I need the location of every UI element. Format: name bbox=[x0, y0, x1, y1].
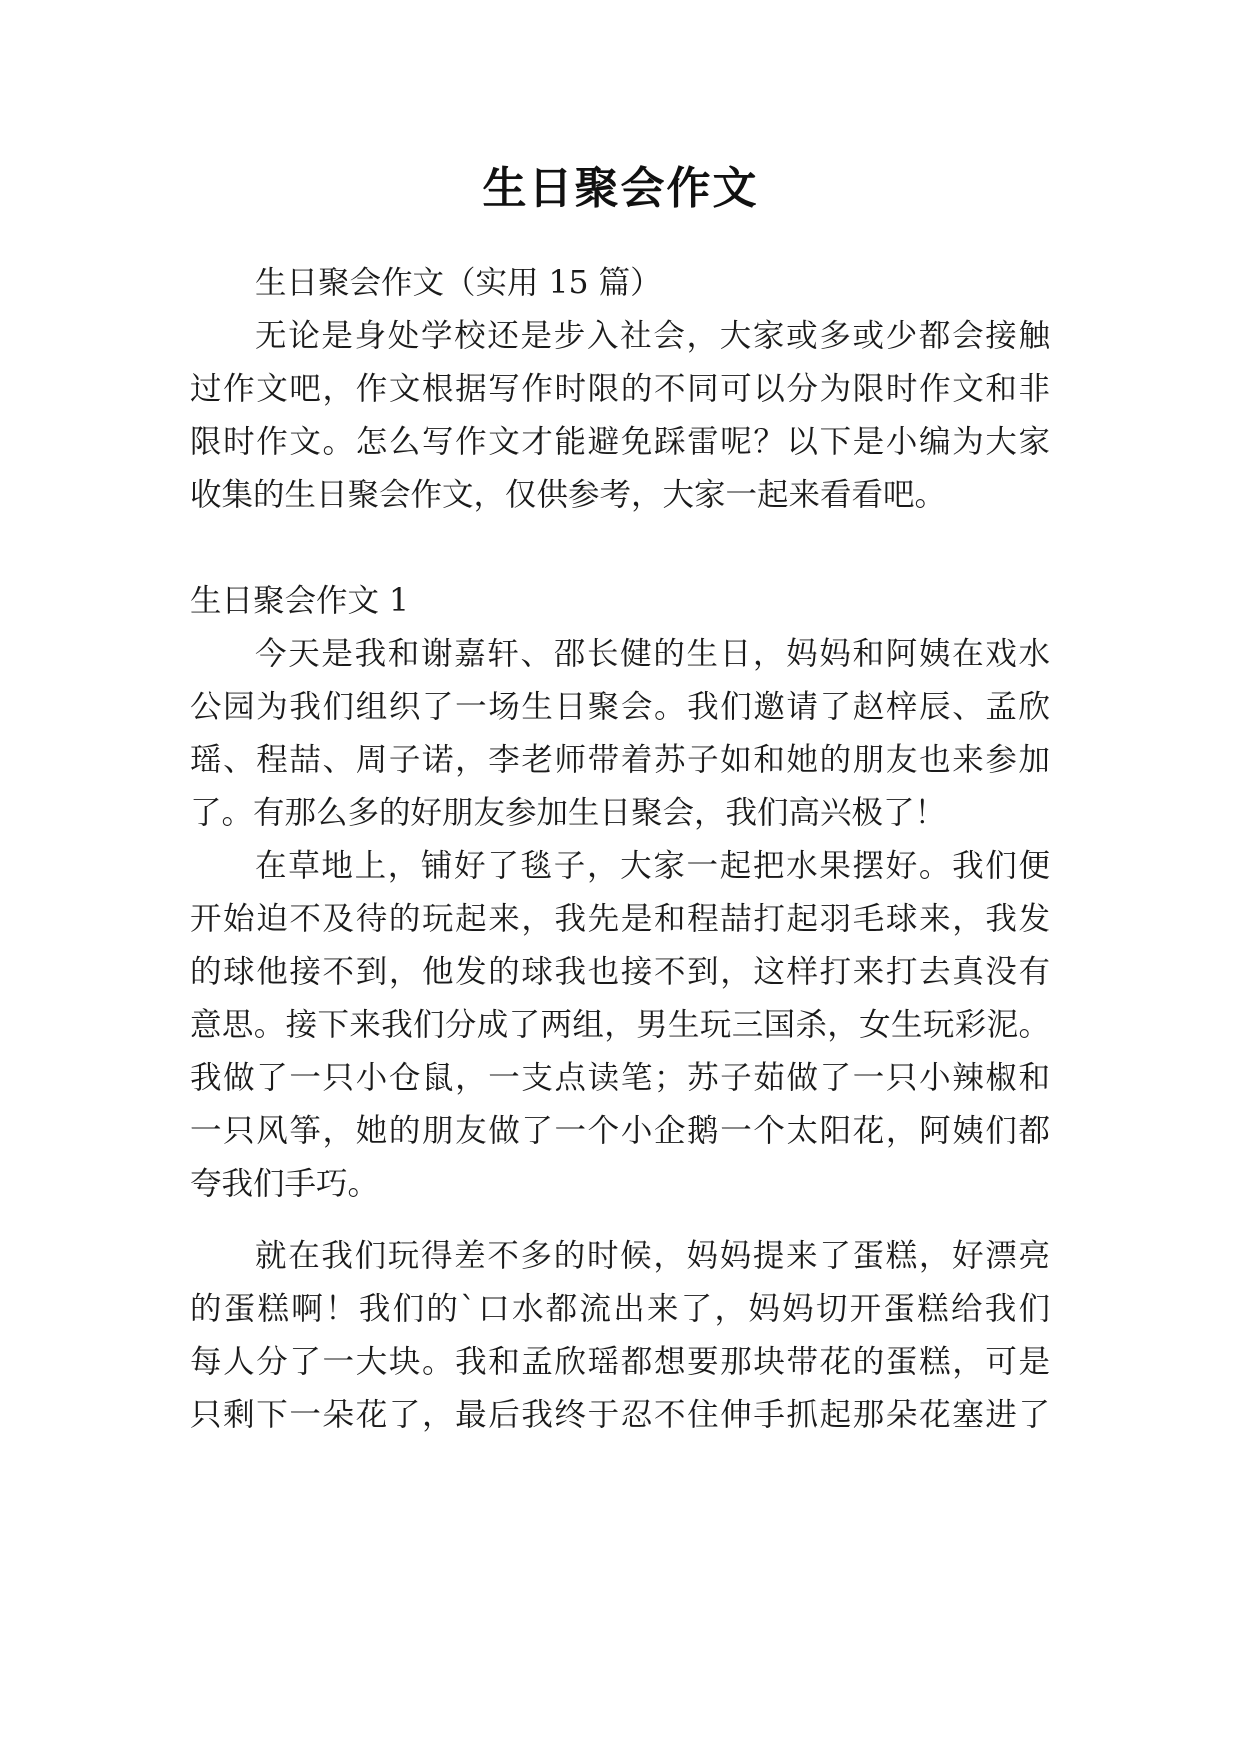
paragraph-line: 在草地上，铺好了毯子，大家一起把水果摆好。我们便 bbox=[255, 848, 1050, 884]
paragraph-line: 了。有那么多的好朋友参加生日聚会，我们高兴极了！ bbox=[190, 795, 947, 831]
paragraph-line: 的蛋糕啊！我们的`口水都流出来了，妈妈切开蛋糕给我们 bbox=[190, 1291, 1050, 1327]
section-heading: 生日聚会作文 1 bbox=[190, 583, 410, 619]
paragraph-line: 就在我们玩得差不多的时候，妈妈提来了蛋糕，好漂亮 bbox=[255, 1238, 1050, 1274]
paragraph-line: 夸我们手巧。 bbox=[190, 1166, 380, 1202]
paragraph-line: 每人分了一大块。我和孟欣瑶都想要那块带花的蛋糕，可是 bbox=[190, 1344, 1050, 1380]
paragraph-line: 开始迫不及待的玩起来，我先是和程喆打起羽毛球来，我发 bbox=[190, 901, 1050, 937]
subtitle: 生日聚会作文（实用 15 篇） bbox=[255, 265, 662, 301]
document-title: 生日聚会作文 bbox=[482, 163, 759, 214]
paragraph-line: 的球他接不到，他发的球我也接不到，这样打来打去真没有 bbox=[190, 954, 1050, 990]
paragraph-line: 今天是我和谢嘉轩、邵长健的生日，妈妈和阿姨在戏水 bbox=[255, 636, 1050, 672]
paragraph-line: 公园为我们组织了一场生日聚会。我们邀请了赵梓辰、孟欣 bbox=[190, 689, 1050, 725]
intro-line: 收集的生日聚会作文，仅供参考，大家一起来看看吧。 bbox=[190, 477, 947, 513]
paragraph-line: 一只风筝，她的朋友做了一个小企鹅一个太阳花，阿姨们都 bbox=[190, 1113, 1050, 1149]
paragraph-line: 只剩下一朵花了，最后我终于忍不住伸手抓起那朵花塞进了 bbox=[190, 1397, 1050, 1433]
paragraph-line: 我做了一只小仓鼠，一支点读笔；苏子茹做了一只小辣椒和 bbox=[190, 1060, 1050, 1096]
intro-line: 无论是身处学校还是步入社会，大家或多或少都会接触 bbox=[255, 318, 1050, 354]
intro-line: 限时作文。怎么写作文才能避免踩雷呢？以下是小编为大家 bbox=[190, 424, 1050, 460]
paragraph-line: 瑶、程喆、周子诺，李老师带着苏子如和她的朋友也来参加 bbox=[190, 742, 1050, 778]
paragraph-line: 意思。接下来我们分成了两组，男生玩三国杀，女生玩彩泥。 bbox=[190, 1007, 1050, 1043]
intro-line: 过作文吧，作文根据写作时限的不同可以分为限时作文和非 bbox=[190, 371, 1050, 407]
